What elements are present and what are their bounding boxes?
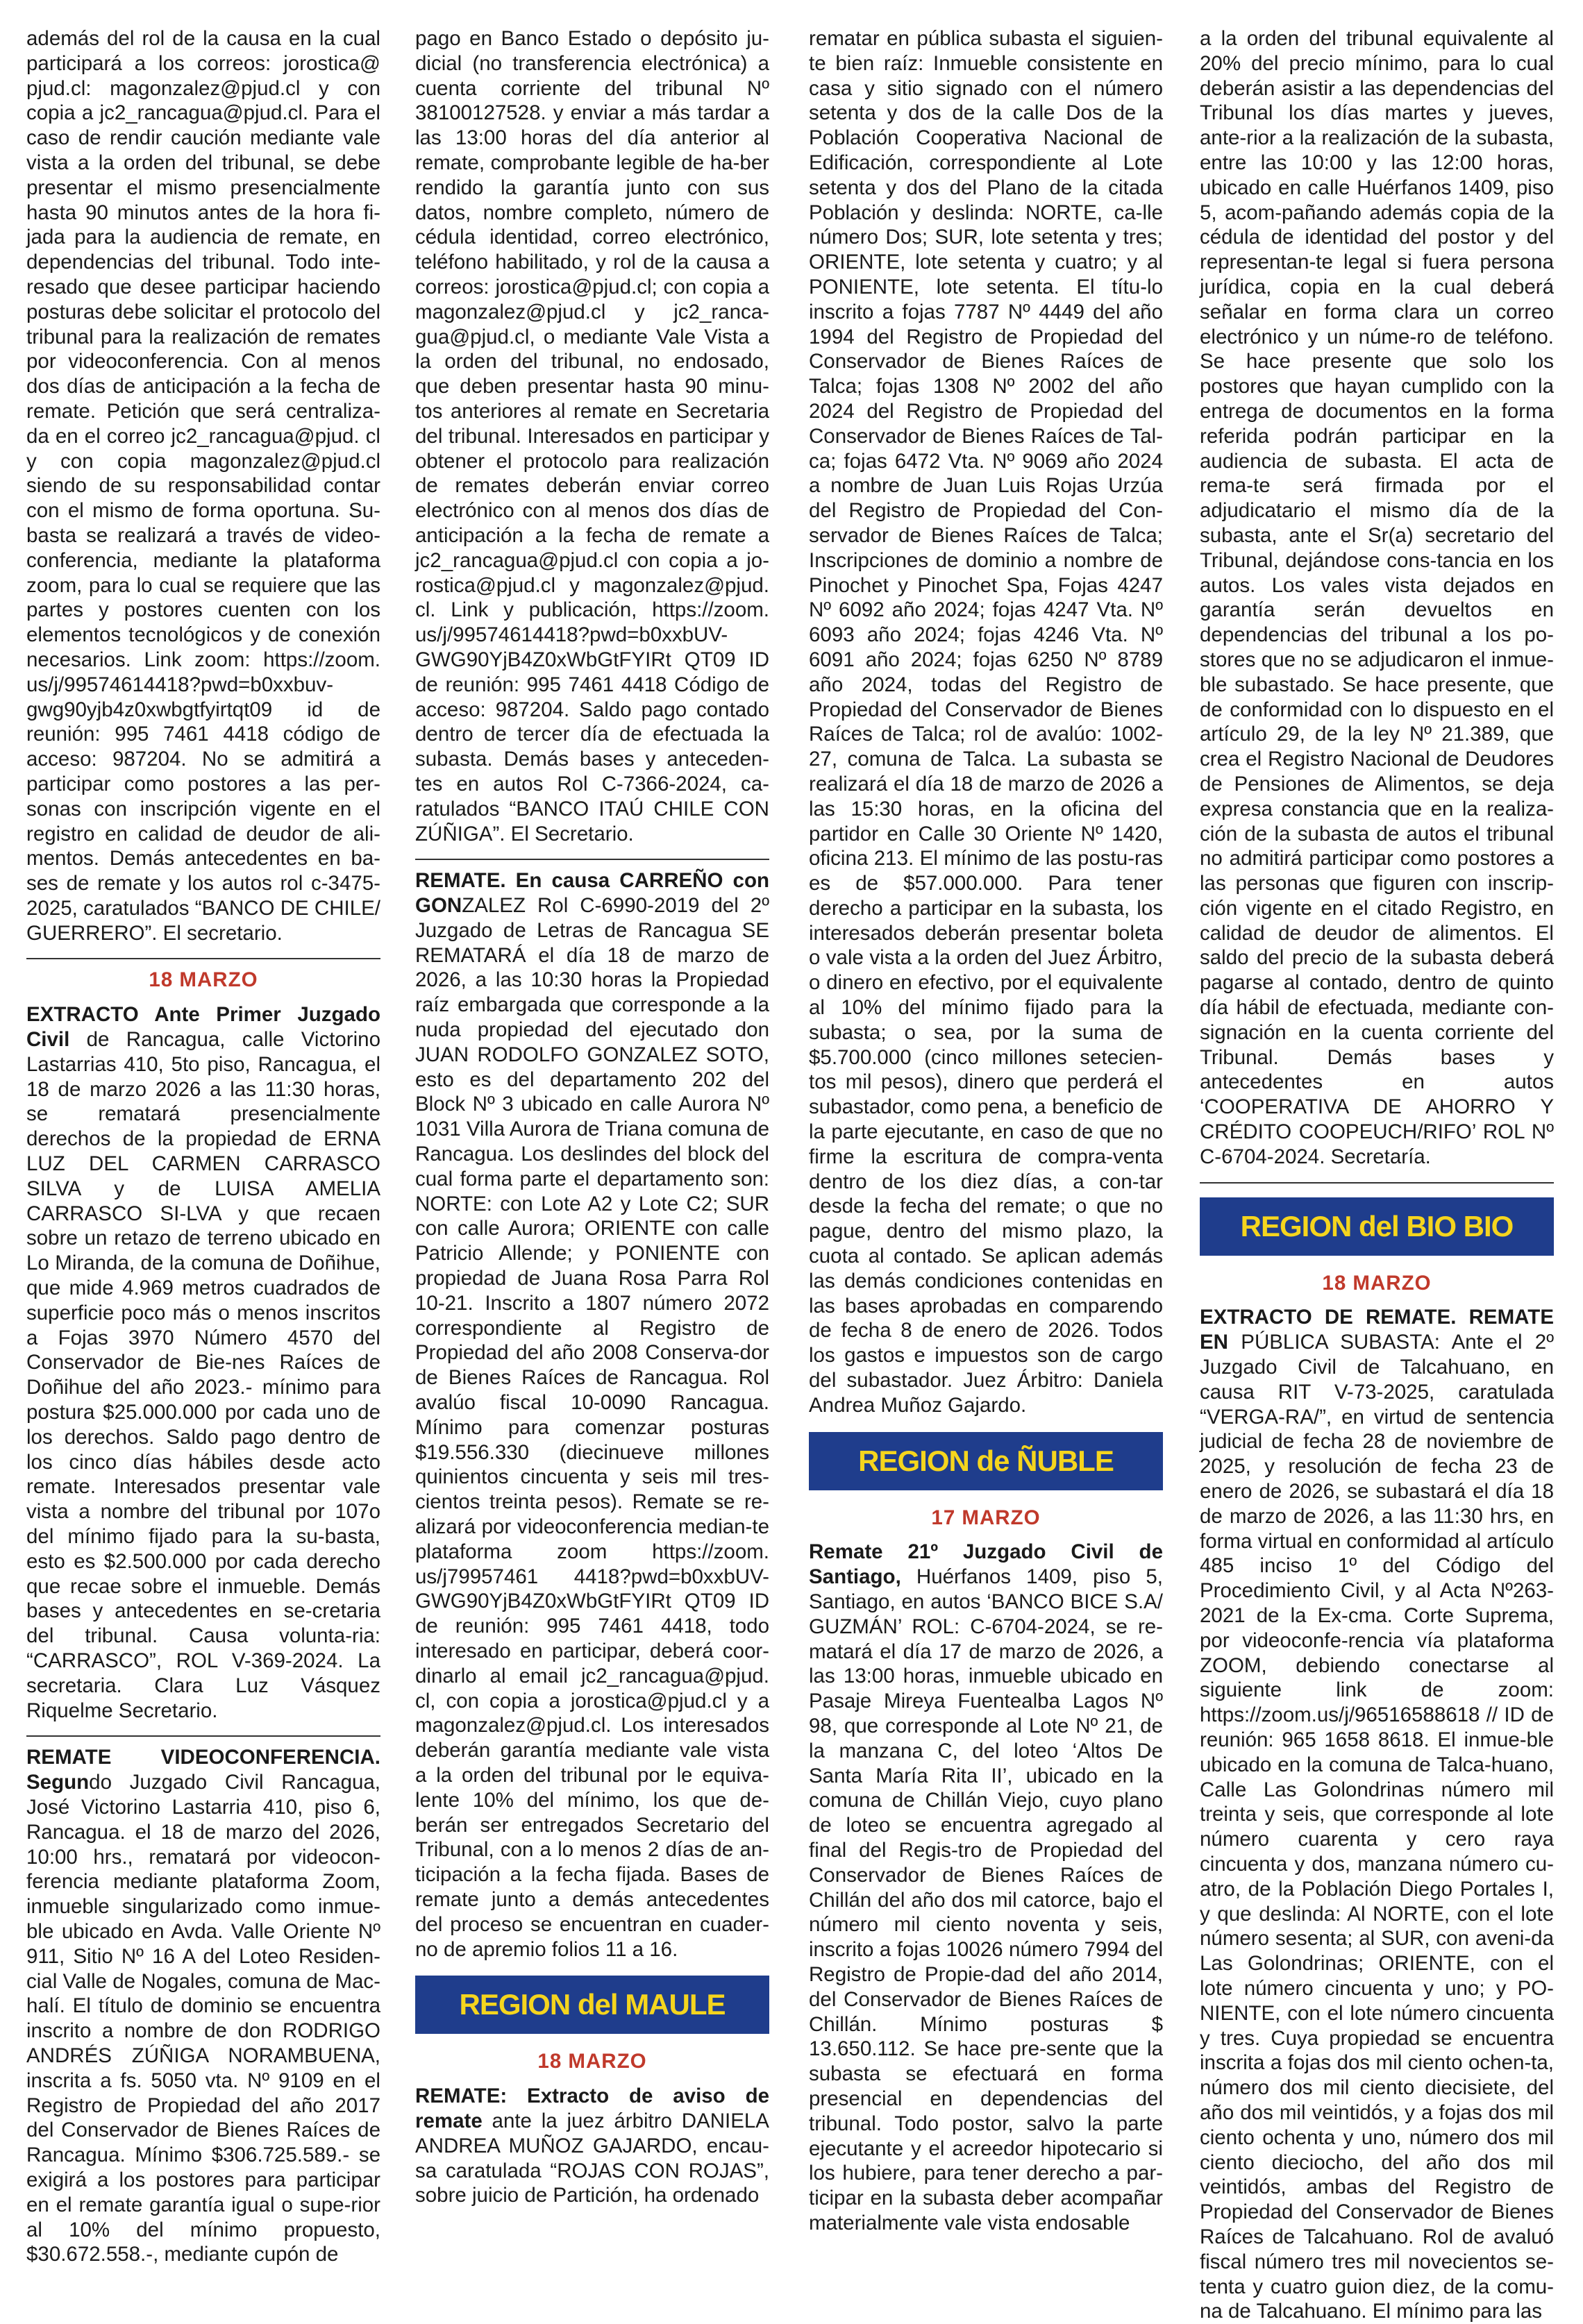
notice-paragraph [415, 26, 769, 846]
notice-body: ZALEZ Rol C-6990-2019 del 2º Juzgado de Letras de Rancagua SE REMATARÁ el día 18 de marzo de 2026, a las 10:30 horas la Propiedad raíz embargada que corresponde a la nuda propiedad del ejecutado don JUAN RODOLFO GONZALEZ SOTO, esto es del departamento 202 del Block Nº 3 ubicado en calle Aurora Nº 1031 Villa Aurora de Triana comuna de Rancagua. Los deslindes del block del cual forma parte el departamento son: NORTE: con Lote A2 y Lote C2; SUR con calle Aurora; ORIENTE con calle Patricio Allende; y PONIENTE con propiedad de Juana Rosa Parra Rol 10-21. Inscrito a 1807 número 2072 correspondiente al Registro de Propiedad del año 2008 Conserva-dor de Bienes Raíces de Rancagua. Rol avalúo fiscal 10-0090 Rancagua. Mínimo para comenzar posturas $19.556.330 (diecinueve millones quinientos cincuenta y seis mil tres-cientos treinta pesos). Remate se re-alizará por videoconferencia median-te plataforma zoom https://zoom. us/j79957461 4418?pwd=b0xxbUV-GWG90YjB4Z0xWbGtFYIRt QT09 ID de reunión: 995 7461 4418, todo interesado en participar, deberá coor-dinarlo al email jc2_rancagua@pjud. cl, con copia a jorostica@pjud.cl y a magonzalez@pjud.cl. Los interesados deberán garantía mediante vale vista a la orden del tribunal por le equiva-lente 10% del mínimo, los que de-berán ser entregados Secretario del Tribunal, con a lo menos 2 días de an-ticipación a la fecha fijada. Bases de remate junto a demás antecedentes del proceso se encuentran en cuader-no de apremio folios 11 a 16. [415, 894, 769, 1961]
notice-body: PÚBLICA SUBASTA: Ante el 2º Juzgado Civil de Talcahuano, en causa RIT V-73-2025, caratulada “VERGA-RA/”, en virtud de sentencia judicial de fecha 28 de noviembre de 2025, y resolución de fecha 23 de enero de 2026, se subastará el día 18 de marzo de 2026, a las 11:30 hrs, en forma virtual en conformidad al artículo 485 inciso 1º del Código del Procedimiento Civil, y al Acta Nº263- 2021 de la Ex-cma. Corte Suprema, por videoconfe-rencia vía plataforma ZOOM, debiendo conectarse al siguiente link de zoom: https://zoom.us/j/96516588618 // ID de reunión: 965 1658 8618. El inmue-ble ubicado en la comuna de Talca-huano, Calle Las Golondrinas número mil treinta y seis, que corresponde al lote número cuarenta y cero raya cincuenta y dos, manzana número cu-atro, de la Población Diego Portales I, y que deslinda: Al NORTE, con el lote número sesenta; al SUR, con aveni-da Las Golondrinas; ORIENTE, con el lote número cincuenta y uno; y PO-NIENTE, con el lote número cincuenta y tres. Cuya propiedad se encuentra inscrita a fojas dos mil ciento ochen-ta, número dos mil ciento diecisiete, del año dos mil veintidós, y a fojas dos mil ciento ochenta y uno, número dos mil ciento dieciocho, del año dos mil veintidós, ambas del Registro de Propiedad del Conservador de Bienes Raíces de Talcahuano. Rol de avaluó fiscal número tres mil novecientos se-tenta y cuatro guion diez, de la comu-na de Talcahuano. El mínimo para las [1200, 1331, 1554, 2323]
legal-notice [415, 868, 769, 1962]
notice-paragraph [26, 26, 380, 945]
notice-paragraph [26, 1745, 380, 2267]
notice-body: pago en Banco Estado o depósito ju-dicial (no transferencia electrónica) a cuenta corriente del tribunal Nº 38100127528. y enviar a más tardar a las 13:00 horas del día anterior al remate, comprobante legible de ha-ber rendido la garantía junto con sus datos, nombre completo, número de cédula identidad, correo electrónico, teléfono habilitado, y rol de la causa a correos: jorostica@pjud.cl; con copia a magonzalez@pjud.cl y jc2_ranca-gua@pjud.cl, o mediante Vale Vista a la orden del tribunal, no endosado, que deben presentar hasta 90 minu-tos anteriores al remate en Secretaria del tribunal. Interesados en participar y obtener el protocolo para realización de remates deberán enviar correo electrónico con al menos dos días de anticipación a la fecha de remate a jc2_rancagua@pjud.cl con copia a jo-rostica@pjud.cl y magonzalez@pjud. cl. Link y publicación, https://zoom. us/j/99574614418?pwd=b0xxbUV-GWG90YjB4Z0xWbGtFYIRt QT09 ID de reunión: 995 7461 4418 Código de acceso: 987204. Saldo pago contado dentro de tercer día de efectuada la subasta. Demás bases y anteceden-tes en autos Rol C-7366-2024, ca-ratulados “BANCO ITAÚ CHILE CON ZÚÑIGA”. El Secretario. [415, 27, 769, 845]
column-divider-rule [415, 859, 769, 860]
notice-lead: REMATE. En causa CARREÑO con GON [415, 869, 769, 918]
legal-notice [415, 2084, 769, 2208]
legal-notice [809, 1540, 1163, 2235]
notice-lead: REMATE VIDEOCONFERENCIA. Segun [26, 1746, 380, 1794]
notice-paragraph [26, 1002, 380, 1723]
legal-notice [26, 1745, 380, 2267]
column-1 [26, 26, 380, 2266]
section-date: 18 MARZO [1322, 1271, 1432, 1295]
section-date: 17 MARZO [931, 1506, 1041, 1529]
legal-notice [26, 26, 380, 945]
notice-body: de Rancagua, calle Victorino Lastarrias 410, 5to piso, Rancagua, el 18 de marzo 2026 a las 11:30 horas, se rematará presencialmente derechos de la propiedad de ERNA LUZ DEL CARMEN CARRASCO SILVA y de LUISA AMELIA CARRASCO SI-LVA y que recaen sobre un retazo de terreno ubicado en Lo Miranda, de la comuna de Doñihue, que mide 4.969 metros cuadrados de superficie poco más o menos inscritos a Fojas 3970 Número 4570 del Conservador de Bie-nes Raíces de Doñihue del año 2023.- mínimo para postura $25.000.000 por cada uno de los derechos. Saldo pago dentro de los cinco días hábiles desde acto remate. Interesados presentar vale vista a nombre del tribunal por 107o del mínimo fijado para la su-basta, esto es $2.500.000 por cada derecho que recae sobre el inmueble. Demás bases y antecedentes en se-cretaria del tribunal. Causa volunta-ria: “CARRASCO”, ROL V-369-2024. La secretaria. Clara Luz Vásquez Riquelme Secretario. [26, 1028, 380, 1722]
column-2 [415, 26, 769, 2223]
section-date: 18 MARZO [537, 2050, 647, 2073]
column-3 [809, 26, 1163, 2234]
legal-notice [1200, 26, 1554, 1170]
notice-lead: REMATE: Extracto de aviso de remate [415, 2085, 769, 2132]
notice-paragraph [809, 26, 1163, 1418]
region-banner: REGION de ÑUBLE [809, 1432, 1163, 1490]
region-banner: REGION del MAULE [415, 1976, 769, 2034]
legal-notice [809, 26, 1163, 1418]
notice-body: a la orden del tribunal equivalente al 20% del precio mínimo, para lo cual deberán asistir a las dependencias del Tribunal los días martes y jueves, ante-rior a la realización de la subasta, entre las 10:00 y las 12:00 horas, ubicado en calle Huérfanos 1409, piso 5, acom-pañando además copia de la cédula de identidad del postor y del representan-te legal si fuera persona jurídica, copia en la cual deberá señalar en forma clara un correo electrónico y un núme-ro de teléfono. Se hace presente que solo los postores que hayan cumplido con la entrega de documentos en la forma referida podrán participar en la audiencia de subasta. El acta de rema-te será firmada por el adjudicatario el mismo día de la subasta, ante el Sr(a) secretario del Tribunal, dejándose cons-tancia en los autos. Los vales vista dejados en garantía serán devueltos en dependencias del tribunal a los po-stores que no se adjudicaron el inmue-ble subastado. Se hace presente, que de conformidad con lo dispuesto en el artículo 29, de la ley Nº 21.389, que crea el Registro Nacional de Deudores de Pensiones de Alimentos, se deja expresa constancia que en la realiza-ción de la subasta de autos el tribunal no admitirá participar como postores a las personas que figuren con inscrip-ción vigente en el citado Registro, en calidad de deudor de alimentos. El saldo del precio de la subasta deberá pagarse al contado, dentro de quinto día hábil de efectuada, mediante con-signación en la cuenta corriente del Tribunal. Demás bases y antecedentes en autos ‘COOPERATIVA DE AHORRO Y CRÉDITO COOPEUCH/RIFO’ ROL Nº C-6704-2024. Secretaría. [1200, 27, 1554, 1168]
column-4 [1200, 26, 1554, 2323]
notice-body: rematar en pública subasta el siguien-te bien raíz: Inmueble consistente en casa y sitio signado con el número setenta y dos de la calle Dos de la Población Cooperativa Nacional de Edificación, correspondiente al Lote setenta y dos del Plano de la citada Población y deslinda: NORTE, ca-lle número Dos; SUR, lote setenta y tres; ORIENTE, lote setenta y cuatro; y al PONIENTE, lote setenta. El títu-lo inscrito a fojas 7787 Nº 4449 del año 1994 del Registro de Propiedad del Conservador de Bienes Raíces de Talca; fojas 1308 Nº 2002 del año 2024 del Registro de Propiedad del Conservador de Bienes Raíces de Tal-ca; fojas 6472 Vta. Nº 9069 año 2024 a nombre de Juan Luis Rojas Urzúa del Registro de Propiedad del Con-servador de Bienes Raíces de Talca; Inscripciones de dominio a nombre de Pinochet y Pinochet Spa, Fojas 4247 Nº 6092 año 2024; fojas 4247 Vta. Nº 6093 año 2024; fojas 4246 Vta. Nº 6091 año 2024; fojas 6250 Nº 8789 año 2024, todas del Registro de Propiedad del Conservador de Bienes Raíces de Talca; rol de avalúo: 1002-27, comuna de Talca. La subasta se realizará el día 18 de marzo de 2026 a las 15:30 horas, en la oficina del partidor en Calle 30 Oriente Nº 1420, oficina 213. El mínimo de las postu-ras es de $57.000.000. Para tener derecho a participar en la subasta, los interesados deberán presentar boleta o vale vista a la orden del Juez Árbitro, o dinero en efectivo, por el equivalente al 10% del mínimo fijado para la subasta; o sea, por la suma de $5.700.000 (cinco millones setecien-tos mil pesos), dinero que perderá el subastador, como pena, a beneficio de la parte ejecutante, en caso de que no firme la escritura de compra-venta dentro de los diez días, a con-tar desde la fecha del remate; o que no pague, dentro del mismo plazo, la cuota al contado. Se aplican además las demás condiciones contenidas en las bases aprobadas en comparendo de fecha 8 de enero de 2026. Todos los gastos e impuestos son de cargo del subastador. Juez Árbitro: Daniela Andrea Muñoz Gajardo. [809, 27, 1163, 1417]
notice-paragraph [415, 2084, 769, 2208]
column-divider-rule [26, 1735, 380, 1737]
notice-paragraph [1200, 1305, 1554, 2324]
notice-lead: EXTRACTO DE REMATE. REMATE EN [1200, 1306, 1554, 1354]
notice-body: Huérfanos 1409, piso 5, Santiago, en autos ‘BANCO BICE S.A/ GUZMÁN’ ROL: C-6704-2024, se re-matará el día 17 de marzo de 2026, a las 13:00 horas, inmueble ubicado en Pasaje Mireya Fuentealba Lagos Nº 98, que corresponde al Lote Nº 21, de la manzana C, del loteo ‘Altos De Santa María Rita II’, ubicado en la comuna de Chillán Viejo, cuyo plano de loteo se encuentra agregado al final del Regis-tro de Propiedad del Conservador de Bienes Raíces de Chillán del año dos mil catorce, bajo el número mil ciento noventa y seis, inscrito a fojas 10026 número 7994 del Registro de Propie-dad del año 2014, del Conservador de Bienes Raíces de Chillán. Mínimo posturas $ 13.650.112. Se hace pre-sente que la subasta se efectuará en forma presencial en dependencias del tribunal. Todo postor, salvo la parte ejecutante y el acreedor hipotecario si los hubiere, para tener derecho a par-ticipar en la subasta deber acompañar materialmente vale vista endosable [809, 1565, 1163, 2234]
region-banner: REGION del BIO BIO [1200, 1197, 1554, 1256]
notice-paragraph [1200, 26, 1554, 1170]
notice-paragraph [809, 1540, 1163, 2235]
notice-body: do Juzgado Civil Rancagua, José Victorino Lastarria 410, piso 6, Rancagua. el 18 de marzo del 2026, 10:00 hrs., rematará por videocon-ferencia mediante plataforma Zoom, inmueble singularizado como inmue-ble ubicado en Avda. Valle Oriente Nº 911, Sitio Nº 16 A del Loteo Residen-cial Valle de Nogales, comuna de Mac-halí. El título de dominio se encuentra inscrito a nombre de don RODRIGO ANDRÉS ZÚÑIGA NORAMBUENA, inscrita a fs. 5050 vta. Nº 9109 en el Registro de Propiedad del año 2017 del Conservador de Bienes Raíces de Rancagua. Mínimo $306.725.589.- se exigirá a los postores para participar en el remate garantía igual o supe-rior al 10% del mínimo propuesto, $30.672.558.-, mediante cupón de [26, 1771, 380, 2266]
notice-lead: EXTRACTO Ante Primer Juzgado Civil [26, 1003, 380, 1052]
notice-body: ante la juez árbitro DANIELA ANDREA MUÑOZ GAJARDO, encau-sa caratulada “ROJAS CON ROJAS”, sobre juicio de Partición, ha ordenado [415, 2109, 769, 2207]
legal-notice [1200, 1305, 1554, 2324]
column-divider-rule [26, 958, 380, 959]
notice-lead: Remate 21º Juzgado Civil de Santiago, [809, 1540, 1163, 1589]
section-date: 18 MARZO [149, 968, 258, 992]
column-divider-rule [1200, 1182, 1554, 1184]
legal-notice [26, 1002, 380, 1723]
notice-paragraph [415, 868, 769, 1962]
legal-notice [415, 26, 769, 846]
notice-body: además del rol de la causa en la cual participará a los correos: jorostica@ pjud.cl: magonzalez@pjud.cl y con copia a jc2_rancagua@pjud.cl. Para el caso de rendir caución mediante vale vista a la orden del tribunal, se debe presentar el mismo presencialmente hasta 90 minutos antes de la hora fi-jada para la audiencia de remate, en dependencias del tribunal. Todo inte-resado que desee participar haciendo posturas debe solicitar el protocolo del tribunal para la realización de remates por videoconferencia. Con al menos dos días de anticipación a la fecha de remate. Petición que será centraliza-da en el correo jc2_rancagua@pjud. cl y con copia magonzalez@pjud.cl siendo de su responsabilidad contar con el mismo de forma oportuna. Su-basta se realizará a través de video-conferencia, mediante la plataforma zoom, para lo cual se requiere que las partes y postores cuenten con los elementos tecnológicos y de conexión necesarios. Link zoom: https://zoom. us/j/99574614418?pwd=b0xxbuv-gwg90yjb4z0xwbgtfyirtqt09 id de reunión: 995 7461 4418 código de acceso: 987204. No se admitirá a participar como postores a las per-sonas con inscripción vigente en el registro en calidad de deudor de ali-mentos. Demás antecedentes en ba-ses de remate y los autos rol c-3475-2025, caratulados “BANCO DE CHILE/ GUERRERO”. El secretario. [26, 27, 380, 945]
